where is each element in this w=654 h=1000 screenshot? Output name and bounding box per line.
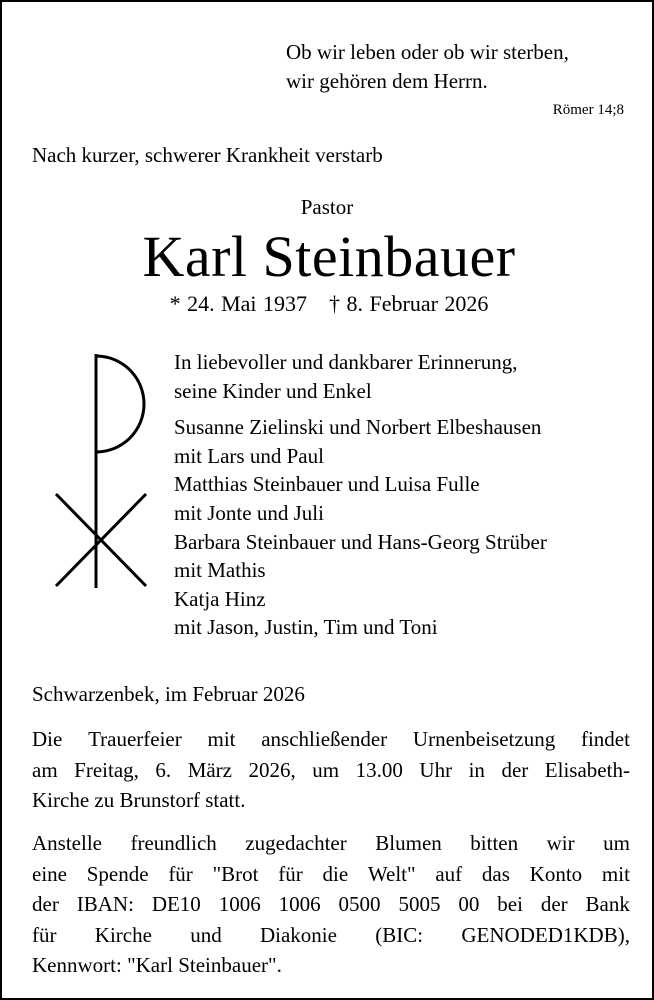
chi-rho-icon <box>54 352 150 592</box>
donation-line: eine Spende für "Brot für die Welt" auf das Konto mit <box>32 861 630 886</box>
donation-line: für Kirche und Diakonie (BIC: GENODED1KDB), <box>32 922 630 947</box>
death-date: † 8. Februar 2026 <box>329 291 489 316</box>
funeral-info <box>32 724 630 816</box>
life-dates <box>2 291 654 317</box>
donation-line: der IBAN: DE10 1006 1006 0500 5005 00 bei der Bank <box>32 892 630 916</box>
intro-text: Nach kurzer, schwerer Krankheit verstarb <box>32 143 383 167</box>
mourner-line: Barbara Steinbauer und Hans-Georg Strüber <box>174 529 547 554</box>
mourners-block <box>174 348 547 642</box>
deceased-name: Karl Steinbauer <box>142 224 516 289</box>
bible-verse <box>286 38 569 96</box>
place-date: Schwarzenbek, im Februar 2026 <box>32 682 305 706</box>
birth-date: * 24. Mai 1937 <box>169 291 308 316</box>
mourner-line: mit Jason, Justin, Tim und Toni <box>174 615 438 640</box>
verse-line-2: wir gehören dem Herrn. <box>286 69 488 93</box>
mourner-line: mit Mathis <box>174 558 266 583</box>
funeral-line: Kirche zu Brunstorf statt. <box>32 788 246 812</box>
funeral-line: Die Trauerfeier mit anschließender Urnenbeisetzung findet <box>32 727 630 751</box>
funeral-line: am Freitag, 6. März 2026, um 13.00 Uhr in der Elisabeth- <box>32 757 630 782</box>
mourner-line: Katja Hinz <box>174 586 266 611</box>
verse-reference: Römer 14;8 <box>552 102 624 118</box>
deceased-title: Pastor <box>300 195 354 219</box>
mourners-intro-line: In liebevoller und dankbarer Erinnerung, <box>174 350 518 374</box>
donation-line: Anstelle freundlich zugedachter Blumen bitten wir um <box>32 831 630 855</box>
mourner-line: Susanne Zielinski und Norbert Elbeshausen <box>174 415 542 440</box>
donation-info <box>32 828 630 981</box>
mourners-intro-line: seine Kinder und Enkel <box>174 378 372 403</box>
mourner-line: mit Jonte und Juli <box>174 500 324 525</box>
mourner-line: Matthias Steinbauer und Luisa Fulle <box>174 472 480 497</box>
mourner-line: mit Lars und Paul <box>174 443 324 468</box>
verse-line-1: Ob wir leben oder ob wir sterben, <box>286 40 569 64</box>
donation-line: Kennwort: "Karl Steinbauer". <box>32 953 282 977</box>
